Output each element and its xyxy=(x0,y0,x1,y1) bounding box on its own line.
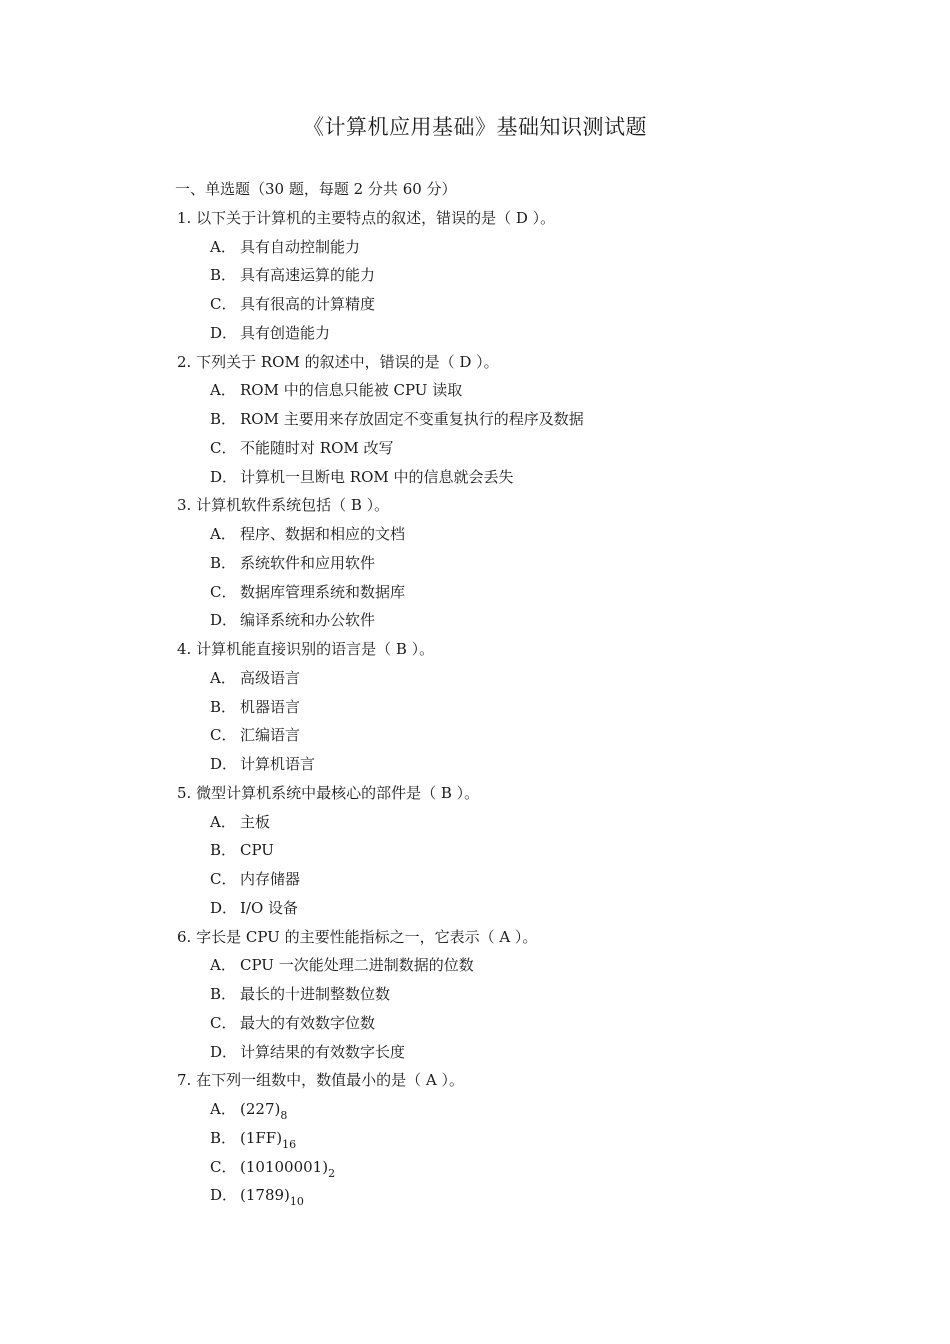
option-line xyxy=(0,664,950,693)
option-text: 不能随时对 ROM 改写 xyxy=(240,438,394,457)
option-label: D． xyxy=(210,1042,238,1061)
option-line xyxy=(0,261,950,290)
option-text: 内存储器 xyxy=(240,870,301,888)
option-label: D． xyxy=(210,755,238,773)
option-label: B． xyxy=(210,266,237,285)
option-label: B． xyxy=(210,410,237,428)
option-line xyxy=(0,894,950,923)
option-label: B． xyxy=(210,697,237,716)
question-text: 1. 以下关于计算机的主要特点的叙述，错误的是（ D ）。 xyxy=(177,208,556,227)
option-text: (10100001) xyxy=(240,1157,329,1176)
option-label: A． xyxy=(210,1100,236,1118)
option-label: A． xyxy=(210,525,236,543)
option-text: CPU xyxy=(240,841,274,860)
option-text: 程序、数据和相应的文档 xyxy=(240,525,406,543)
number-base-subscript: 2 xyxy=(328,1166,336,1180)
option-line xyxy=(0,1124,950,1153)
option-text: 具有高速运算的能力 xyxy=(240,266,376,285)
option-label: C． xyxy=(210,1013,237,1032)
option-label: D． xyxy=(210,1186,238,1205)
option-line xyxy=(0,721,950,750)
option-line xyxy=(0,1038,950,1067)
option-text: 具有自动控制能力 xyxy=(240,237,361,256)
option-label: D． xyxy=(210,467,238,486)
option-text: (227) xyxy=(240,1100,281,1118)
option-text: 机器语言 xyxy=(240,697,301,716)
option-label: C． xyxy=(210,582,237,601)
option-label: D． xyxy=(210,898,238,917)
option-text: 最长的十进制整数位数 xyxy=(240,985,391,1003)
option-text: 系统软件和应用软件 xyxy=(240,553,376,572)
option-line xyxy=(0,865,950,894)
option-label: A． xyxy=(210,237,236,256)
number-base-subscript: 16 xyxy=(282,1137,297,1151)
option-label: B． xyxy=(210,841,237,860)
option-label: C． xyxy=(210,726,237,745)
option-text: 计算机一旦断电 ROM 中的信息就会丢失 xyxy=(240,467,514,486)
question-text: 4. 计算机能直接识别的语言是（ B ）。 xyxy=(177,640,435,658)
option-line xyxy=(0,578,950,607)
option-label: C． xyxy=(210,1157,237,1176)
option-text: 高级语言 xyxy=(240,668,301,687)
option-text: I/O 设备 xyxy=(240,898,299,917)
option-label: B． xyxy=(210,1128,237,1147)
option-text: 编译系统和办公软件 xyxy=(240,611,376,630)
option-text: 汇编语言 xyxy=(240,726,301,745)
question-text: 3. 计算机软件系统包括（ B ）。 xyxy=(177,496,390,515)
option-line xyxy=(0,1181,950,1210)
number-base-subscript: 8 xyxy=(280,1109,288,1122)
option-line xyxy=(0,233,950,262)
option-text: 主板 xyxy=(240,812,271,831)
option-text: 最大的有效数字位数 xyxy=(240,1013,376,1032)
option-label: A． xyxy=(210,668,236,687)
section-heading: 一、单选题（30 题，每题 2 分共 60 分） xyxy=(175,180,457,198)
option-line xyxy=(0,520,950,549)
option-line xyxy=(0,290,950,319)
option-label: B． xyxy=(210,985,237,1003)
option-line xyxy=(0,693,950,722)
option-text: 计算结果的有效数字长度 xyxy=(240,1042,406,1061)
option-label: C． xyxy=(210,870,237,888)
option-text: ROM 中的信息只能被 CPU 读取 xyxy=(240,381,463,400)
option-line xyxy=(0,376,950,405)
option-line xyxy=(0,951,950,980)
option-text: (1789) xyxy=(240,1186,290,1205)
option-text: (1FF) xyxy=(240,1128,283,1147)
option-label: D． xyxy=(210,323,238,342)
question-text: 5. 微型计算机系统中最核心的部件是（ B ）。 xyxy=(177,783,480,802)
option-label: B． xyxy=(210,553,237,572)
option-label: D． xyxy=(210,611,238,630)
question-text: 6. 字长是 CPU 的主要性能指标之一，它表示（ A ）。 xyxy=(177,927,538,946)
option-text: 具有创造能力 xyxy=(240,323,331,342)
option-text: CPU 一次能处理二进制数据的位数 xyxy=(240,956,474,975)
option-label: C． xyxy=(210,438,237,457)
option-line xyxy=(0,1009,950,1038)
question-list xyxy=(0,175,950,1210)
option-label: C． xyxy=(210,295,237,313)
number-base-subscript: 10 xyxy=(289,1195,304,1209)
option-text: ROM 主要用来存放固定不变重复执行的程序及数据 xyxy=(240,410,584,428)
question-text: 2. 下列关于 ROM 的叙述中，错误的是（ D ）。 xyxy=(177,352,499,371)
option-line xyxy=(0,463,950,492)
option-line xyxy=(0,1153,950,1182)
option-line xyxy=(0,1095,950,1124)
option-line xyxy=(0,836,950,865)
option-text: 具有很高的计算精度 xyxy=(240,295,376,313)
option-line xyxy=(0,808,950,837)
option-label: A． xyxy=(210,812,236,831)
question-text: 7. 在下列一组数中，数值最小的是（ A ）。 xyxy=(177,1071,464,1090)
option-line xyxy=(0,750,950,779)
option-text: 数据库管理系统和数据库 xyxy=(240,582,406,601)
option-label: A． xyxy=(210,956,236,975)
option-text: 计算机语言 xyxy=(240,755,316,773)
option-line xyxy=(0,319,950,348)
option-line xyxy=(0,549,950,578)
option-line xyxy=(0,606,950,635)
option-line xyxy=(0,980,950,1009)
option-line xyxy=(0,405,950,434)
option-line xyxy=(0,434,950,463)
option-label: A． xyxy=(210,381,236,400)
page-title: 《计算机应用基础》基础知识测试题 xyxy=(303,115,647,139)
